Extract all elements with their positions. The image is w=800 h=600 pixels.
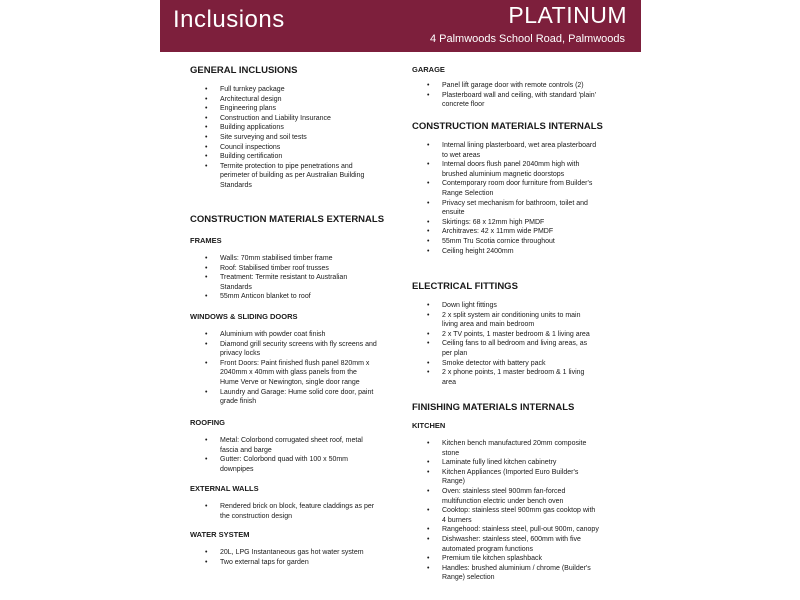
list-item-continued: downpipes: [220, 465, 254, 473]
list-item: • Kitchen Appliances (Imported Euro Builder's: [412, 468, 612, 478]
external-walls-subsection: [190, 484, 390, 521]
list-item: • Front Doors: Paint finished flush panel 820mm x: [190, 359, 390, 369]
list-item-continued: perimeter of building as per Australian Building: [220, 172, 365, 180]
bullet-list: [412, 301, 612, 387]
subsection-heading: WATER SYSTEM: [190, 530, 250, 539]
electrical-fittings-section: [412, 281, 612, 387]
list-item-continued: Standards: [220, 181, 252, 189]
list-item: • Engineering plans: [190, 104, 390, 114]
list-item-continued: concrete floor: [442, 101, 485, 109]
list-item: • Laundry and Garage: Hume solid core door, paint: [190, 388, 390, 398]
list-item: • Full turnkey package: [190, 85, 390, 95]
header-banner: [160, 0, 641, 52]
section-heading: FINISHING MATERIALS INTERNALS: [412, 402, 575, 413]
general-inclusions-section: [190, 65, 390, 191]
list-item: • Oven: stainless steel 900mm fan-forced: [412, 487, 612, 497]
list-item: • Internal doors flush panel 2040mm high with: [412, 160, 612, 170]
list-item-continued: privacy locks: [220, 350, 261, 358]
bullet-list: [190, 330, 390, 407]
construction-externals-section: [190, 214, 390, 226]
list-item: • Roof: Stabilised timber roof trusses: [190, 264, 390, 274]
list-item: • Treatment: Termite resistant to Australian: [190, 273, 390, 283]
subsection-heading: EXTERNAL WALLS: [190, 484, 259, 493]
list-item: • Internal lining plasterboard, wet area plasterboard: [412, 141, 612, 151]
list-item: • Building certification: [190, 152, 390, 162]
package-name: PLATINUM: [508, 2, 627, 28]
list-item: • Cooktop: stainless steel 900mm gas cooktop with: [412, 506, 612, 516]
list-item: • Premium tile kitchen splashback: [412, 554, 612, 564]
bullet-list: [412, 81, 612, 110]
list-item-continued: Hume Verve or Newington, single door range: [220, 378, 360, 386]
list-item: • Dishwasher: stainless steel, 600mm with five: [412, 535, 612, 545]
property-address: 4 Palmwoods School Road, Palmwoods: [429, 33, 625, 45]
bullet-list: [190, 254, 390, 302]
section-heading: GENERAL INCLUSIONS: [190, 65, 298, 76]
subsection-heading: WINDOWS & SLIDING DOORS: [190, 312, 298, 321]
section-heading: CONSTRUCTION MATERIALS INTERNALS: [412, 121, 603, 132]
list-item: • Architraves: 42 x 11mm wide PMDF: [412, 227, 612, 237]
list-item: • Site surveying and soil tests: [190, 133, 390, 143]
list-item: • Building applications: [190, 123, 390, 133]
list-item: • Diamond grill security screens with fly screens and: [190, 340, 390, 350]
list-item: • 55mm Anticon blanket to roof: [190, 292, 390, 302]
list-item: • Contemporary room door furniture from Builder's: [412, 179, 612, 189]
list-item: • Handles: brushed aluminium / chrome (Builder's: [412, 564, 612, 574]
list-item-continued: the construction design: [220, 512, 292, 520]
list-item: • 2 x TV points, 1 master bedroom & 1 living area: [412, 330, 612, 340]
section-heading: CONSTRUCTION MATERIALS EXTERNALS: [190, 214, 385, 225]
list-item: • Architectural design: [190, 95, 390, 105]
list-item-continued: living area and main bedroom: [442, 321, 535, 329]
list-item: • Gutter: Colorbond quad with 100 x 50mm: [190, 455, 390, 465]
list-item-continued: Range): [442, 478, 465, 486]
list-item-continued: 4 burners: [442, 516, 472, 524]
list-item: • 20L, LPG Instantaneous gas hot water system: [190, 548, 390, 558]
list-item: • Construction and Liability Insurance: [190, 114, 390, 124]
list-item-continued: Range) selection: [442, 574, 495, 582]
kitchen-subsection: [412, 421, 612, 583]
water-system-subsection: [190, 530, 390, 567]
list-item: • Privacy set mechanism for bathroom, toilet and: [412, 199, 612, 209]
list-item: • Council inspections: [190, 143, 390, 153]
list-item: • Metal: Colorbond corrugated sheet roof, metal: [190, 436, 390, 446]
list-item-continued: grade finish: [220, 398, 257, 406]
bullet-list: [190, 548, 390, 567]
list-item-continued: Range Selection: [442, 189, 494, 197]
subsection-heading: GARAGE: [412, 65, 445, 74]
list-item: • Plasterboard wall and ceiling, with standard 'plain': [412, 91, 612, 101]
list-item-continued: ensuite: [442, 209, 465, 217]
list-item: • Aluminium with powder coat finish: [190, 330, 390, 340]
list-item: • Down light fittings: [412, 301, 612, 311]
list-item-continued: automated program functions: [442, 545, 534, 553]
list-item-continued: 2040mm x 40mm with glass panels from the: [220, 369, 357, 377]
bullet-list: [412, 439, 612, 583]
list-item-continued: to wet areas: [442, 151, 481, 159]
list-item-continued: per plan: [442, 349, 468, 357]
subsection-heading: ROOFING: [190, 418, 225, 427]
frames-subsection: [190, 236, 390, 302]
list-item-continued: fascia and barge: [220, 446, 272, 454]
list-item: • Ceiling fans to all bedroom and living areas, as: [412, 339, 612, 349]
list-item: • Rangehood: stainless steel, pull-out 900m, canopy: [412, 525, 612, 535]
construction-internals-section: [412, 121, 612, 256]
list-item: • Panel lift garage door with remote controls (2): [412, 81, 612, 91]
bullet-list: [190, 502, 390, 521]
garage-section: [412, 65, 612, 110]
list-item: • Rendered brick on block, feature claddings as per: [190, 502, 390, 512]
subsection-heading: FRAMES: [190, 236, 222, 245]
bullet-list: [190, 436, 390, 474]
section-heading: ELECTRICAL FITTINGS: [412, 281, 518, 292]
list-item: • Walls: 70mm stabilised timber frame: [190, 254, 390, 264]
list-item: • Ceiling height 2400mm: [412, 247, 612, 257]
list-item-continued: stone: [442, 449, 460, 457]
list-item: • Two external taps for garden: [190, 558, 390, 568]
list-item-continued: Standards: [220, 283, 252, 291]
finishing-internals-section: [412, 402, 612, 414]
list-item: • Kitchen bench manufactured 20mm composite: [412, 439, 612, 449]
list-item: • 2 x phone points, 1 master bedroom & 1 living: [412, 368, 612, 378]
list-item: • Smoke detector with battery pack: [412, 359, 612, 369]
list-item: • 55mm Tru Scotia cornice throughout: [412, 237, 612, 247]
windows-subsection: [190, 312, 390, 407]
roofing-subsection: [190, 418, 390, 474]
bullet-list: [190, 85, 390, 191]
list-item: • Termite protection to pipe penetrations and: [190, 162, 390, 172]
list-item-continued: brushed aluminium magnetic doorstops: [442, 170, 565, 178]
list-item: • Laminate fully lined kitchen cabinetry: [412, 458, 612, 468]
list-item-continued: multifunction electric under bench oven: [442, 497, 564, 505]
list-item: • 2 x split system air conditioning units to main: [412, 311, 612, 321]
list-item-continued: area: [442, 378, 457, 386]
page-title: Inclusions: [173, 6, 285, 33]
subsection-heading: KITCHEN: [412, 421, 446, 430]
list-item: • Skirtings: 68 x 12mm high PMDF: [412, 218, 612, 228]
bullet-list: [412, 141, 612, 256]
